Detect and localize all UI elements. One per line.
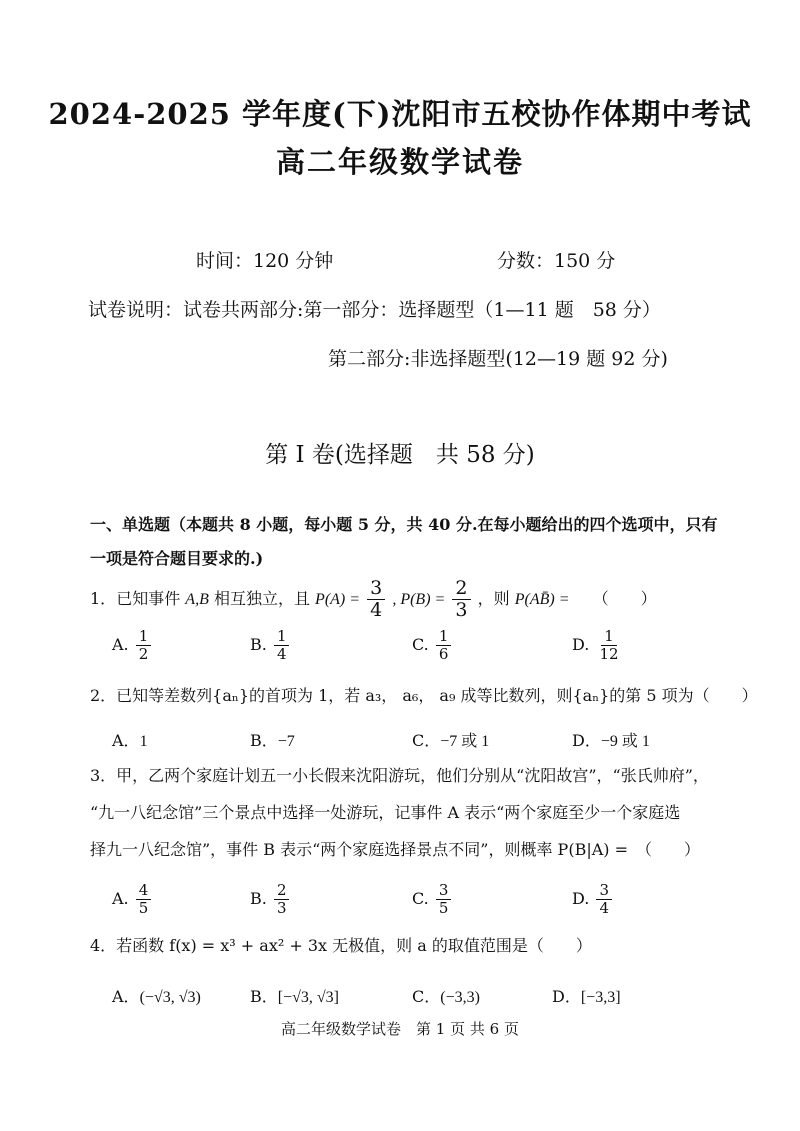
q4-option-a: A．(−√3, √3) (112, 987, 201, 1006)
q2-option-c: C．−7 或 1 (412, 731, 490, 750)
q1-text-a: 已知事件 (116, 589, 181, 608)
question-2: 2．已知等差数列{aₙ}的首项为 1，若 a₃， a₆， a₉ 成等比数列，则{aₙ}的第 5 项为（ ） (90, 686, 758, 705)
q3-option-a-fraction: $\frac{4}{5}$ (136, 882, 152, 917)
exam-note-line1: 试卷说明：试卷共两部分:第一部分：选择题型（1—11 题 58 分） (88, 299, 661, 321)
question-3-line3: 择九一八纪念馆”，事件 B 表示“两个家庭选择景点不同”，则概率 P(B|A) = （ ） (90, 840, 701, 859)
q3-option-a: A. $\frac{4}{5}$ (112, 882, 153, 917)
q1-option-a-fraction: $\frac{1}{2}$ (136, 628, 152, 663)
q3-option-c: C. $\frac{3}{5}$ (412, 882, 453, 917)
part1-heading-line2: 一项是符合题目要求的.) (90, 549, 264, 568)
q3-option-b-fraction: $\frac{2}{3}$ (274, 882, 290, 917)
q1-option-d-fraction: $\frac{1}{12}$ (599, 627, 619, 663)
q1-option-a: A. $\frac{1}{2}$ (112, 628, 153, 663)
q1-option-b-fraction: $\frac{1}{4}$ (274, 628, 290, 663)
q3-option-d-fraction: $\frac{3}{4}$ (596, 882, 612, 917)
q2-option-b: B．−7 (250, 731, 295, 750)
q4-option-c: C．(−3,3) (412, 987, 480, 1006)
question-3-line2: “九一八纪念馆”三个景点中选择一处游玩，记事件 A 表示“两个家庭至少一个家庭选 (90, 803, 681, 822)
q3-option-d: D. $\frac{3}{4}$ (572, 882, 614, 917)
q3-option-b: B. $\frac{2}{3}$ (250, 882, 291, 917)
q1-text-c: ，则 (477, 589, 510, 608)
exam-title-line1: 2024-2025 学年度(下)沈阳市五校协作体期中考试 (48, 97, 752, 131)
q1-pa: P(A) = (315, 591, 361, 608)
section-title: 第 I 卷(选择题 共 58 分) (265, 442, 535, 468)
q1-option-b: B. $\frac{1}{4}$ (250, 628, 291, 663)
q1-option-c-fraction: $\frac{1}{6}$ (436, 628, 452, 663)
q1-option-c: C. $\frac{1}{6}$ (412, 628, 453, 663)
part1-heading-line1: 一、单选题（本题共 8 小题，每小题 5 分，共 40 分.在每小题给出的四个选项中，只有 (90, 515, 718, 534)
exam-title-line2: 高二年级数学试卷 (275, 145, 524, 179)
question-3-line1: 3．甲，乙两个家庭计划五一小长假来沈阳游玩，他们分别从“沈阳故宫”，“张氏帅府”， (90, 766, 709, 785)
q1-pb: , P(B) = (392, 591, 446, 608)
q1-text-b: 相互独立，且 (213, 589, 310, 608)
exam-note-line2: 第二部分:非选择题型(12—19 题 92 分) (328, 348, 668, 370)
q1-number: 1． (90, 589, 117, 608)
question-4: 4．若函数 f(x) = x³ + ax² + 3x 无极值，则 a 的取值范围是（ ） (90, 936, 592, 955)
exam-time: 时间：120 分钟 (196, 250, 334, 272)
q1-option-d: D. $\frac{1}{12}$ (572, 628, 624, 663)
q1-ask: P(AB̄) = (514, 591, 570, 608)
question-1 (90, 578, 657, 621)
q4-option-b: B．[−√3, √3] (250, 987, 340, 1006)
q1-pa-fraction: $\frac{3}{4}$ (367, 578, 385, 621)
q1-answer-paren: （ ） (592, 589, 657, 608)
exam-score: 分数：150 分 (497, 250, 616, 272)
q2-option-a: A．1 (112, 731, 148, 750)
page-footer: 高二年级数学试卷 第 1 页 共 6 页 (281, 1020, 519, 1038)
q2-option-d: D．−9 或 1 (572, 731, 650, 750)
q1-vars: A,B (185, 591, 209, 608)
q1-pb-fraction: $\frac{2}{3}$ (452, 578, 470, 621)
q4-option-d: D．[−3,3] (552, 987, 621, 1006)
q3-option-c-fraction: $\frac{3}{5}$ (436, 882, 452, 917)
